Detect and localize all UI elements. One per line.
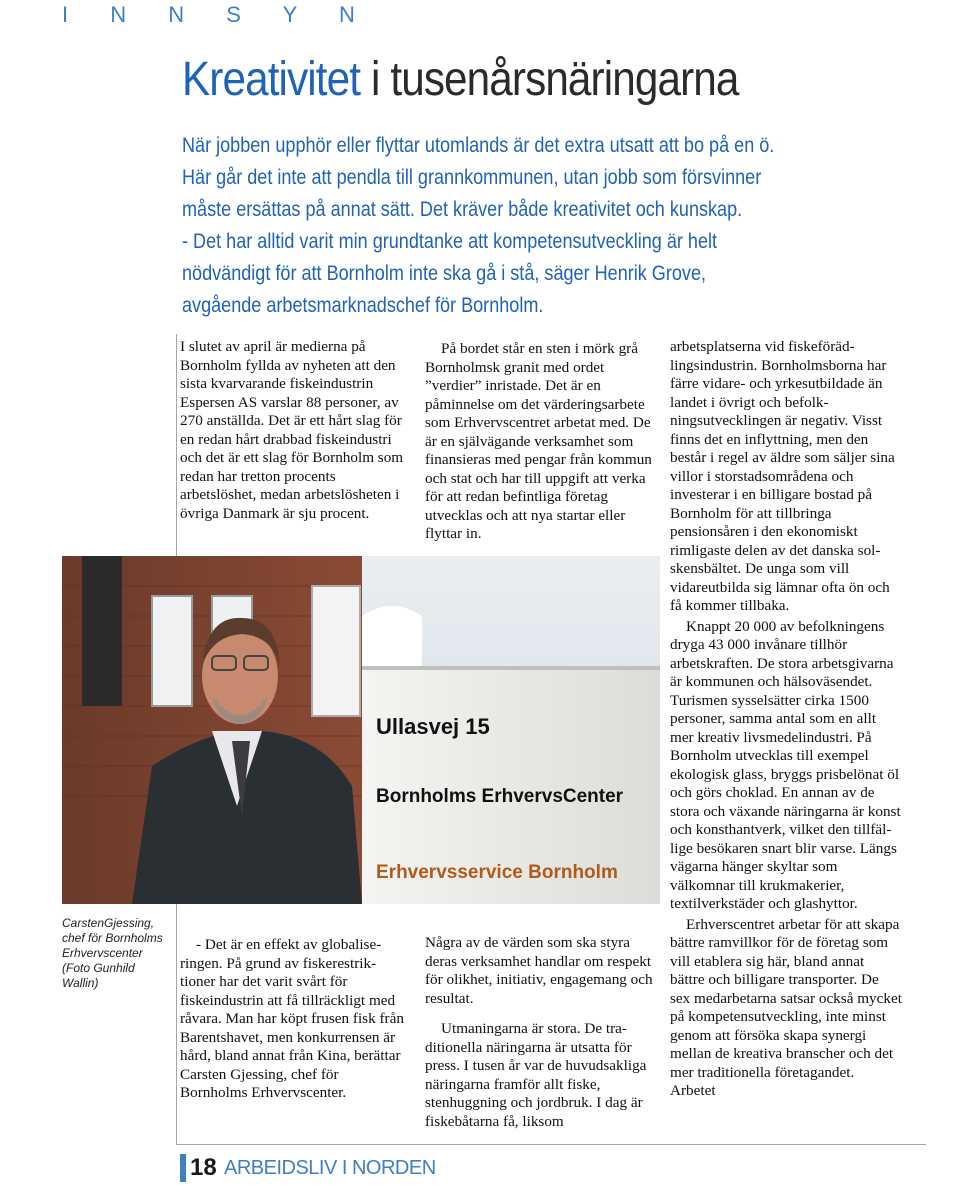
sign-text-2: Bornholms ErhvervsCenter <box>376 786 624 807</box>
lead-line: När jobben upphör eller flyttar utomlands är det extra utsatt att bo på en ö. <box>182 134 775 157</box>
bottom-rule <box>176 1144 926 1145</box>
sign-text-3: Erhvervsservice Bornholm <box>376 862 618 883</box>
article-lead <box>182 130 870 322</box>
lead-line: - Det har alltid varit min grundtanke att kompetensutveckling är helt <box>182 230 718 253</box>
body-column-2-bottom <box>425 934 653 1131</box>
headline-accent: Kreativitet <box>182 53 361 106</box>
headline-rest: i tusenårsnäringarna <box>360 53 739 106</box>
body-column-1-bottom <box>180 934 406 1103</box>
paragraph: Utmaningarna är stora. De traditionella näringarna är utsatta för press. I tusen år var de huvudsakliga näringarna framför allt fiske, stenhuggning och jordbruk. I dag är fiskebåtarna få, liksom <box>425 1020 647 1130</box>
lead-line: nödvändigt för att Bornholm inte ska gå i stå, säger Henrik Grove, <box>182 262 707 285</box>
section-tag: I N N S Y N <box>62 2 373 27</box>
page-number: 18 <box>180 1154 217 1182</box>
paragraph: Några av de värden som ska styra deras verksamhet handlar om respekt för olikhet, initiativ, engagemang och resultat. <box>425 934 653 1007</box>
lead-line: måste ersättas på annat sätt. Det kräver både kreativitet och kunskap. <box>182 198 743 221</box>
body-column-2 <box>425 338 653 544</box>
magazine-name: ARBEIDSLIV I NORDEN <box>224 1157 436 1179</box>
paragraph: På bordet står en sten i mörk grå Bornholmsk granit med ordet ”verdier” inristade. Det är en påminnelse om det värderingsarbete som Erhvervscentret arbetat med. De är en självägande verksamhet som finansieras med pengar från kommun och stat och har till uppgift att verka för att redan befintliga företag utvecklas och att nya startar eller flyttar in. <box>425 340 652 542</box>
paragraph: arbetsplatserna vid fiskeförädlingsindustrin. Bornholmsborna har färre vidare- och yrkesutbildade än landet i övrigt och befolkningsutvecklingen är negativ. Visst finns det en inflyttning, men den består i regel av äldre som säljer sina villor i storstadsområdena och investerar i en billigare bostad på Bornholm för att tillbringa pensionsåren i den ekonomiskt rimligaste delen av det danska solskensbältet. De unga som vill vidareutbilda sig lämnar ofta ön och få kommer tillbaka. <box>670 338 895 614</box>
body-column-1 <box>180 338 406 523</box>
paragraph: Knappt 20 000 av befolkningens dryga 43 000 invånare tillhör arbetskraften. De stora arbetsgivarna är kommunen och hälsoväsendet. Turismen sysselsätter cirka 1500 personer, samma antal som en allt mer kreativ livsmedelindustri. På Bornholm utvecklas till exempel ekologisk glass, bryggs prisbelönat öl och görs choklad. En annan av de stora och växande näringarna är konst och konsthantverk, vilket den tillfällige besökaren snart blir varse. Längs vägarna hänger skyltar som välkomnar till krukmakerier, textilverkstäder och glashyttor. <box>670 617 901 912</box>
article-photo <box>62 556 660 904</box>
article-headline <box>182 52 851 107</box>
body-column-3 <box>670 338 902 1101</box>
paragraph: - Det är en effekt av globaliseringen. På grund av fiskerestriktioner har det varit svårt för fiskeindustrin att få tillräckligt med råvara. Man har köpt frusen fisk från Barentshavet, men konkurrensen är hård, bland annat från Kina, berättar Carsten Gjessing, chef för Bornholms Erhvervscenter. <box>180 936 404 1101</box>
paragraph: I slutet av april är medierna på Bornholm fyllda av nyheten att den sista kvarvarande fiskeindustrin Espersen AS varslar 88 personer, av 270 anställda. Det är ett hårt slag för en redan hårt drabbad fiskeindustri och det är ett slag för Bornholm som redan har tretton procents arbetslöshet, medan arbetslösheten i övriga Danmark är sju procent. <box>180 338 404 522</box>
lead-line: Här går det inte att pendla till grannkommunen, utan jobb som försvinner <box>182 166 762 189</box>
sign-text-1: Ullasvej 15 <box>376 714 490 739</box>
photo-caption: CarstenGjessing, chef för Bornholms Erhvervscenter (Foto Gunhild Wallin) <box>62 916 163 990</box>
lead-line: avgående arbetsmarknadschef för Bornholm. <box>182 294 544 317</box>
paragraph: Erhverscentret arbetar för att skapa bättre ramvillkor för de företag som vill etablera sig här, bland annat bättre och billigare transporter. De sex medarbetarna satsar också mycket på kompetensutveckling, inte minst genom att försöka skapa synergi mellan de kreativa branscher och det mer traditionella företagandet. Arbetet <box>670 915 902 1099</box>
